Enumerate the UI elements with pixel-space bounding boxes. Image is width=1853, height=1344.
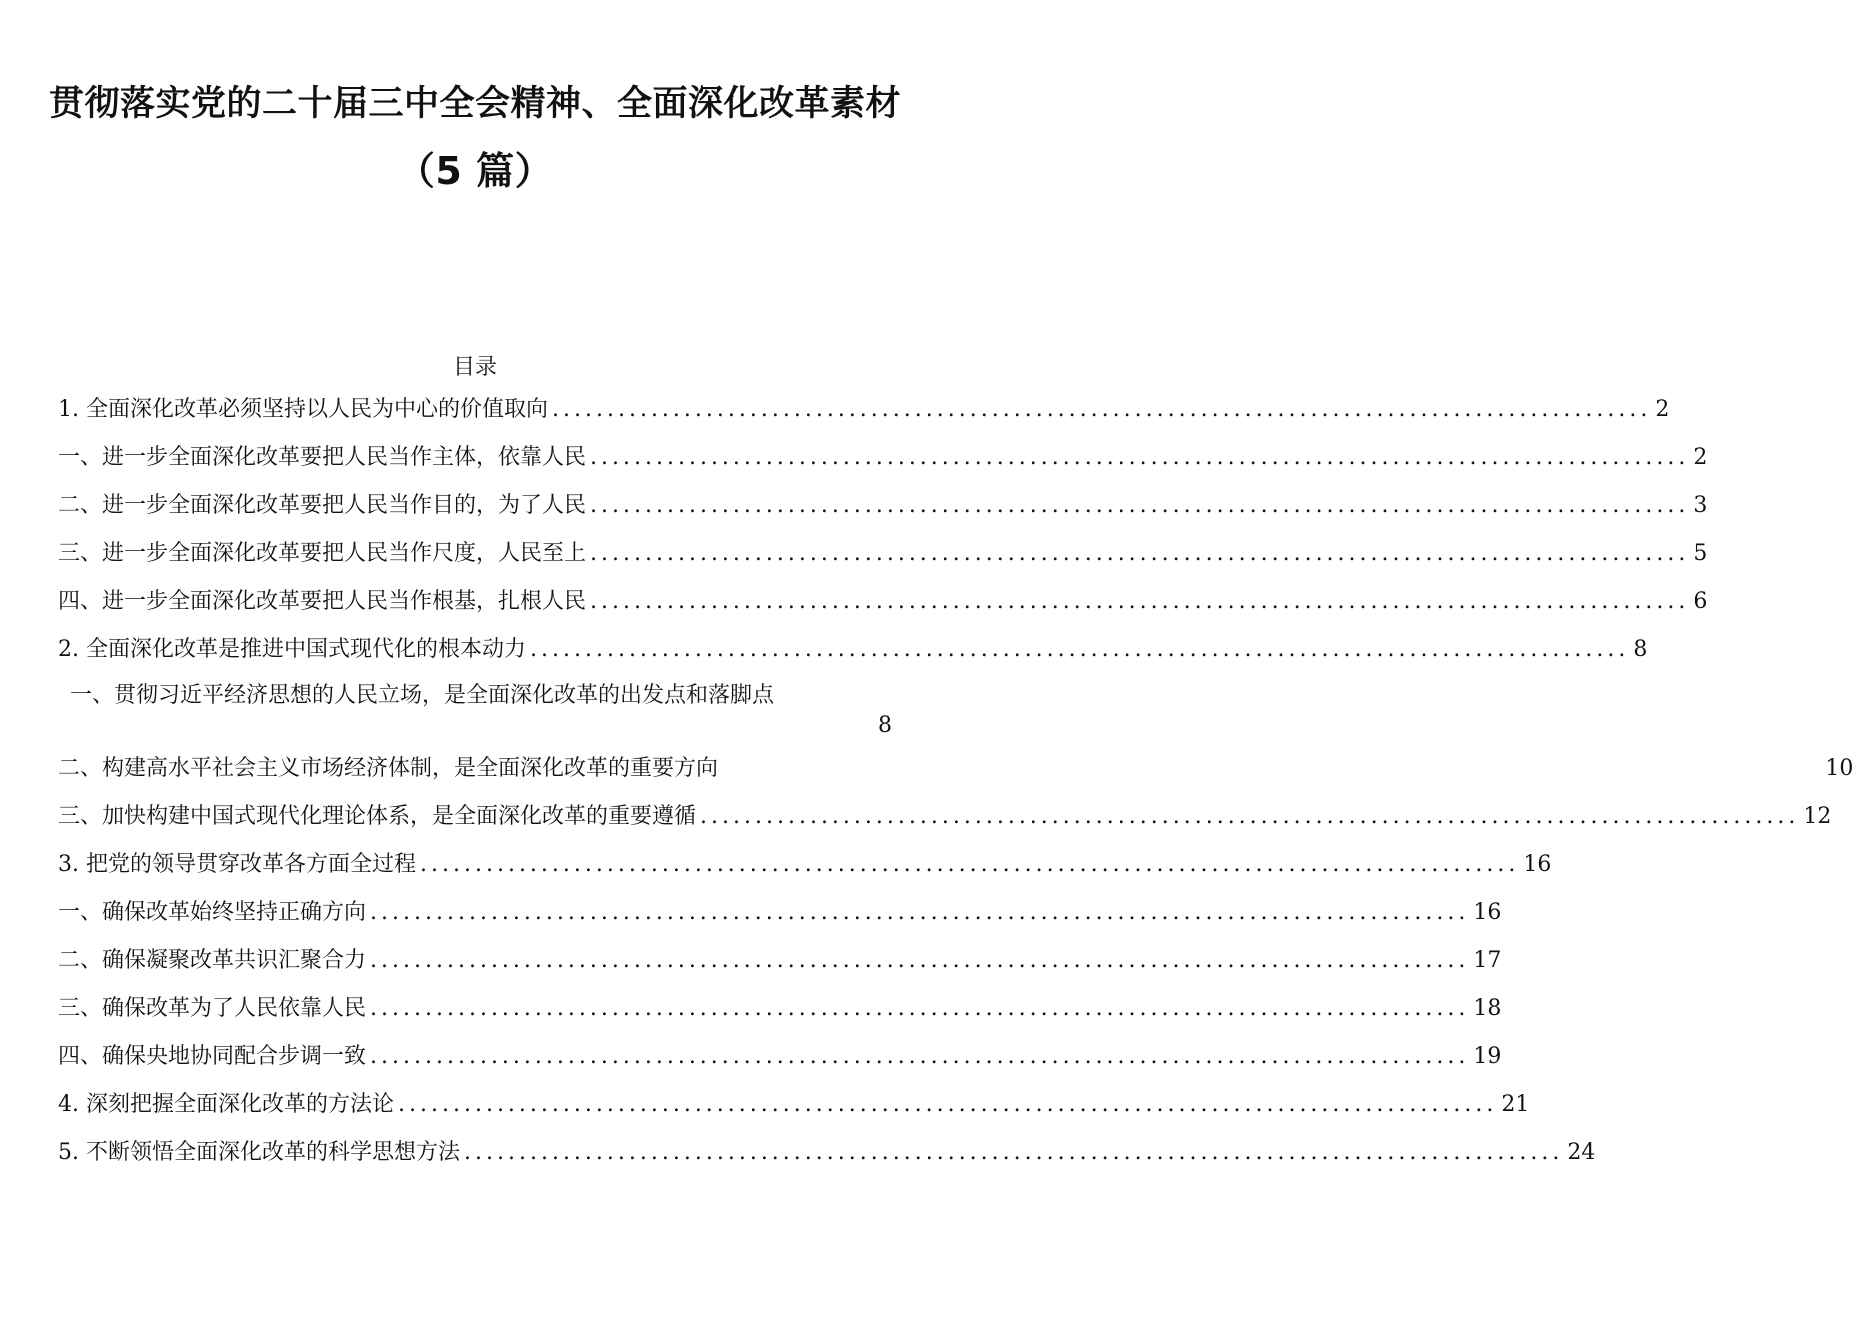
toc-leader-dots: ....................................................................................................: [530, 637, 1630, 662]
toc-entry[interactable]: [58, 1040, 1502, 1074]
toc-entry-text: 三、进一步全面深化改革要把人民当作尺度，人民至上: [58, 541, 587, 566]
toc-page-number: 16: [1523, 852, 1552, 877]
toc-entry[interactable]: [58, 633, 1648, 667]
toc-leader-dots: ....................................................................................................: [590, 493, 1690, 518]
toc-leader-dots: ....................................................................................................: [370, 1044, 1470, 1069]
toc-page-number: 21: [1501, 1092, 1530, 1117]
toc-page-number: 10: [1825, 756, 1853, 781]
toc-entry-text: 3. 把党的领导贯穿改革各方面全过程: [58, 852, 416, 877]
toc-entry[interactable]: [58, 585, 1708, 619]
toc-page-number: 5: [1693, 541, 1708, 566]
toc-leader-dots: ....................................................................................................: [590, 589, 1690, 614]
toc-leader-dots: ....................................................................................................: [420, 852, 1520, 877]
toc-entry-text: 二、确保凝聚改革共识汇聚合力: [58, 948, 367, 973]
toc-entry[interactable]: [58, 1136, 1596, 1170]
toc-entry-text: 一、贯彻习近平经济思想的人民立场，是全面深化改革的出发点和落脚点: [70, 683, 775, 708]
toc-entry[interactable]: [58, 393, 1670, 427]
toc-page-number: 2: [1693, 445, 1708, 470]
toc-entry-text: 5. 不断领悟全面深化改革的科学思想方法: [58, 1140, 460, 1165]
toc-leader-dots: ....................................................................................................: [370, 948, 1470, 973]
toc-page-number: 8: [878, 713, 892, 738]
toc-leader-dots: ....................................................................................................: [590, 445, 1690, 470]
toc-page-number: 3: [1693, 493, 1708, 518]
toc-heading: 目录: [452, 355, 497, 380]
toc-leader-dots: ....................................................................................................: [552, 397, 1652, 422]
toc-leader-dots: ....................................................................................................: [370, 996, 1470, 1021]
toc-entry-text: 1. 全面深化改革必须坚持以人民为中心的价值取向: [58, 397, 548, 422]
toc-entry[interactable]: [58, 944, 1502, 978]
toc-entry-text: 四、确保央地协同配合步调一致: [58, 1044, 367, 1069]
toc-entry[interactable]: [58, 848, 1552, 882]
toc-page-number: 12: [1803, 804, 1832, 829]
toc-leader-dots: ....................................................................................................: [700, 804, 1800, 829]
document-title: 贯彻落实党的二十届三中全会精神、全面深化改革素材: [48, 84, 901, 124]
toc-entry[interactable]: [58, 800, 1832, 834]
toc-entry[interactable]: [58, 441, 1708, 475]
toc-entry[interactable]: [58, 1088, 1530, 1122]
toc-leader-dots: ....................................................................................................: [464, 1140, 1564, 1165]
toc-page-number: 17: [1473, 948, 1502, 973]
toc-entry-text: 2. 全面深化改革是推进中国式现代化的根本动力: [58, 637, 526, 662]
toc-entry[interactable]: [58, 896, 1502, 930]
toc-entry[interactable]: [58, 489, 1708, 523]
toc-entry-text: 三、加快构建中国式现代化理论体系，是全面深化改革的重要遵循: [58, 804, 697, 829]
toc-entry[interactable]: [58, 537, 1708, 571]
toc-entry-text: 二、进一步全面深化改革要把人民当作目的，为了人民: [58, 493, 587, 518]
toc-page-number: 6: [1693, 589, 1708, 614]
toc-entry-text: 三、确保改革为了人民依靠人民: [58, 996, 367, 1021]
toc-page-number: 18: [1473, 996, 1502, 1021]
toc-leader-dots: ....................................................................................................: [370, 900, 1470, 925]
toc-entry-text: 一、进一步全面深化改革要把人民当作主体，依靠人民: [58, 445, 587, 470]
toc-leader-dots: ....................................................................................................: [590, 541, 1690, 566]
toc-leader-dots: ....................................................................................................: [398, 1092, 1498, 1117]
toc-page-number: 24: [1567, 1140, 1596, 1165]
toc-entry-text: 一、确保改革始终坚持正确方向: [58, 900, 367, 925]
toc-page-number: 16: [1473, 900, 1502, 925]
toc-page-number: 2: [1655, 397, 1670, 422]
toc-entry[interactable]: [58, 681, 892, 743]
toc-page-number: 8: [1633, 637, 1648, 662]
toc-entry-text: 四、进一步全面深化改革要把人民当作根基，扎根人民: [58, 589, 587, 614]
toc-entry-text: 4. 深刻把握全面深化改革的方法论: [58, 1092, 394, 1117]
toc-page-number: 19: [1473, 1044, 1502, 1069]
toc-entry[interactable]: [58, 752, 1853, 786]
toc-entry[interactable]: [58, 992, 1502, 1026]
toc-entry-text: 二、构建高水平社会主义市场经济体制，是全面深化改革的重要方向: [58, 756, 719, 781]
document-subtitle: （5 篇）: [396, 149, 554, 193]
